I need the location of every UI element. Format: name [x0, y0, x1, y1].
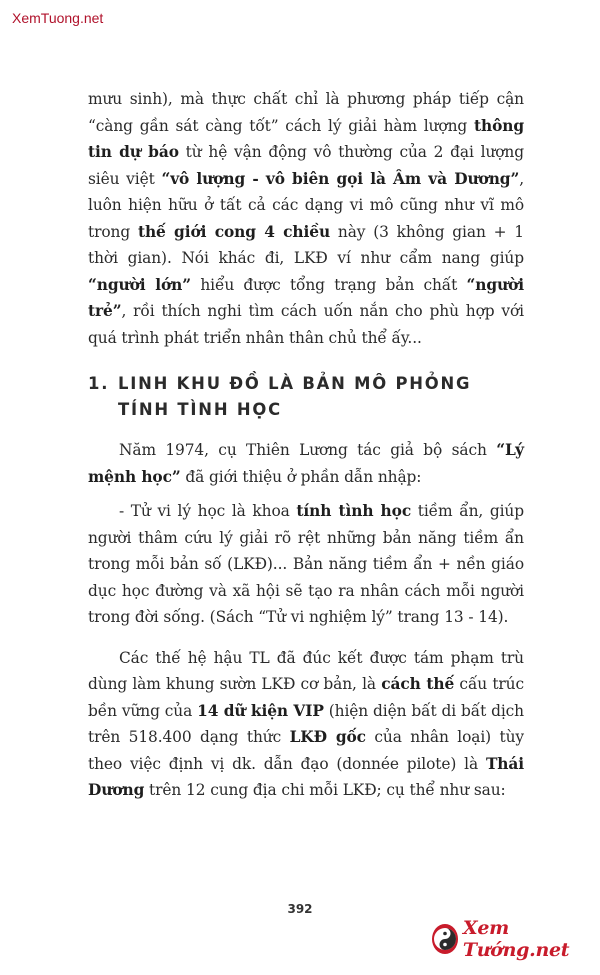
- bold-text: tính tình học: [296, 502, 412, 520]
- paragraph-1974: [88, 437, 524, 490]
- text-run: Các thế hệ hậu TL đã đúc kết được tám phạm trù dùng làm khung sườn LKĐ cơ bản, là: [88, 648, 524, 693]
- text-run: , rồi thích nghi tìm cách uốn nắn cho phù hợp với quá trình phát triển nhân thân chủ thể ấy...: [88, 302, 524, 347]
- text-run: Năm 1974, cụ Thiên Lương tác giả bộ sách: [119, 441, 497, 459]
- bold-text: thông tin dự báo: [88, 116, 524, 161]
- bold-text: LKĐ gốc: [289, 728, 366, 746]
- text-run: trên 12 cung địa chi mỗi LKĐ; cụ thể như sau:: [144, 781, 506, 799]
- text-run: tiềm ẩn, giúp người thâm cứu lý giải rõ rệt những bản năng tiềm ẩn trong mỗi bản số (LKĐ)... Bản năng tiềm ẩn + nền giáo dục học đường và xã hội sẽ tạo ra nhân cách mỗi người trong đời sống. (Sách “Tử vi nghiệm lý” trang 13 - 14).: [88, 502, 524, 626]
- paragraph-quote: [88, 498, 524, 631]
- section-heading: [88, 371, 524, 423]
- text-run: từ hệ vận động vô thường của 2 đại lượng siêu việt: [88, 143, 525, 188]
- section-number: 1.: [88, 374, 110, 393]
- text-run: hiểu được tổng trạng bản chất: [191, 275, 467, 294]
- site-watermark[interactable]: XemTuong.net: [12, 10, 104, 26]
- paragraph-intro: [88, 86, 524, 351]
- bold-text: cách thế: [381, 675, 455, 693]
- bold-text: “người lớn”: [88, 275, 192, 294]
- bold-text: Thái Dương: [88, 754, 524, 799]
- text-run: cấu trúc bền vững của: [88, 675, 524, 720]
- bold-text: “Lý mệnh học”: [88, 441, 524, 486]
- logo-text: Xem Tướng.net: [462, 917, 570, 961]
- text-run: , luôn hiện hữu ở tất cả các dạng vi mô cũng như vĩ mô trong: [88, 169, 524, 241]
- bold-text: “người trẻ”: [88, 275, 524, 320]
- text-run: đã giới thiệu ở phần dẫn nhập:: [180, 467, 422, 486]
- bold-text: thế giới cong 4 chiều: [137, 222, 331, 241]
- paragraph-categories: [88, 645, 524, 804]
- book-page: [88, 86, 524, 804]
- text-run: (hiện diện bất di bất dịch trên 518.400 dạng thức: [88, 701, 524, 746]
- footer-logo[interactable]: [432, 917, 600, 961]
- text-run: của nhân loại) tùy theo việc định vị dk. dẫn đạo (donnée pilote) là: [88, 728, 524, 773]
- text-run: này (3 không gian + 1 thời gian). Nói khác đi, LKĐ ví như cẩm nang giúp: [88, 222, 524, 267]
- section-title: LINH KHU ĐỒ LÀ BẢN MÔ PHỎNG TÍNH TÌNH HỌC: [118, 374, 472, 419]
- yin-yang-icon: [432, 924, 458, 954]
- text-run: mưu sinh), mà thực chất chỉ là phương pháp tiếp cận “càng gần sát càng tốt” cách lý giải hàm lượng: [88, 90, 524, 135]
- text-run: - Tử vi lý học là khoa: [119, 502, 297, 520]
- page-number: 392: [287, 902, 313, 916]
- bold-text: “vô lượng - vô biên gọi là Âm và Dương”: [161, 169, 520, 188]
- bold-text: 14 dữ kiện VIP: [197, 701, 324, 720]
